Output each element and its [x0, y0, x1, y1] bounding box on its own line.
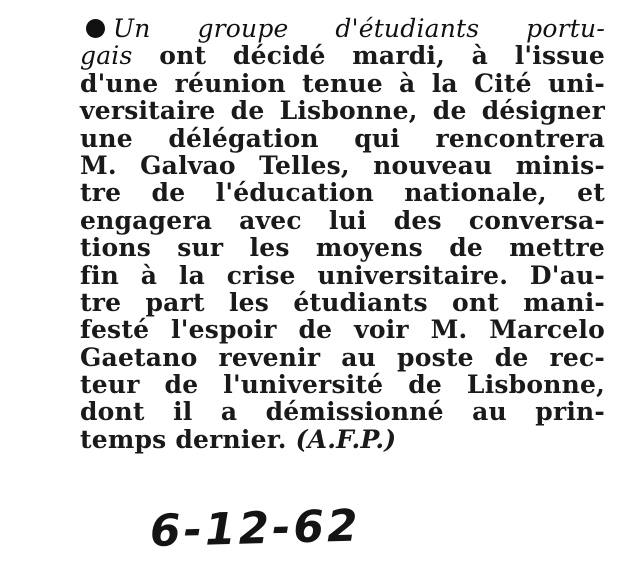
article-text: ont décidé mardi, à l'issue: [159, 41, 606, 71]
article-line: d'une réunion tenue à la Cité uni-: [80, 68, 605, 98]
bullet-icon: [86, 19, 105, 38]
article-line: tre part les étudiants ont mani-: [80, 287, 605, 317]
article-line: [80, 42, 605, 69]
article-body: [80, 15, 605, 453]
article-line: dont il a démissionné au prin-: [80, 397, 605, 427]
article-line: teur de l'université de Lisbonne,: [80, 370, 605, 400]
article-line: [80, 15, 605, 42]
agency-credit: (A.F.P.): [295, 424, 397, 454]
article-line: Gaetano revenir au poste de rec-: [80, 342, 605, 372]
article-text: temps dernier.: [80, 424, 287, 454]
article-line: fin à la crise universitaire. D'au-: [80, 260, 605, 290]
article-line: festé l'espoir de voir M. Marcelo: [80, 315, 605, 345]
article-line: tre de l'éducation nationale, et: [80, 178, 605, 208]
article-line: M. Galvao Telles, nouveau minis-: [80, 150, 605, 180]
article-line: [80, 426, 605, 453]
article-line: versitaire de Lisbonne, de désigner: [80, 96, 605, 126]
article-line: tions sur les moyens de mettre: [80, 233, 605, 263]
handwritten-date: 6-12-62: [149, 500, 362, 558]
article-lead: Un groupe d'étudiants portu-: [113, 14, 605, 43]
article-lead-end: gais: [80, 41, 133, 71]
article-line: une délégation qui rencontrera: [80, 123, 605, 153]
article-line: engagera avec lui des conversa-: [80, 205, 605, 235]
